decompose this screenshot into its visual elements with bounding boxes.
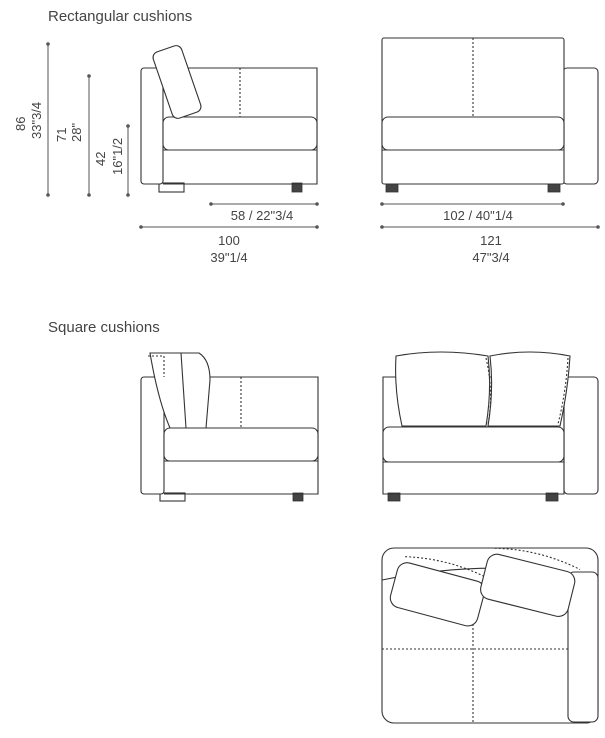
label-back-height-cm: 71 — [54, 127, 69, 142]
side-view-square — [141, 353, 318, 501]
label-seat-depth: 58 / 22"3/4 — [230, 208, 294, 223]
top-view-square — [382, 542, 598, 723]
front-view-square — [383, 352, 598, 501]
heading-square-cushions: Square cushions — [48, 319, 160, 336]
label-total-width-in: 47"3/4 — [472, 250, 510, 265]
label-seat-height-in: 16"1/2 — [110, 137, 125, 175]
heading-rectangular-cushions: Rectangular cushions — [48, 8, 193, 25]
label-total-depth-cm: 100 — [218, 233, 240, 248]
label-total-height-in: 33"3/4 — [29, 101, 44, 139]
vertical-dimension-lines — [46, 42, 130, 197]
label-total-depth-in: 39"1/4 — [210, 250, 248, 265]
label-total-height-cm: 86 — [13, 116, 28, 131]
label-seat-width: 102 / 40"1/4 — [443, 208, 513, 223]
label-back-height-in: 28" — [69, 122, 84, 142]
label-seat-height-cm: 42 — [93, 151, 108, 166]
label-total-width-cm: 121 — [480, 233, 502, 248]
side-view-rectangular — [141, 44, 317, 192]
horizontal-dimension-lines — [139, 202, 600, 229]
front-view-rectangular — [382, 38, 598, 192]
